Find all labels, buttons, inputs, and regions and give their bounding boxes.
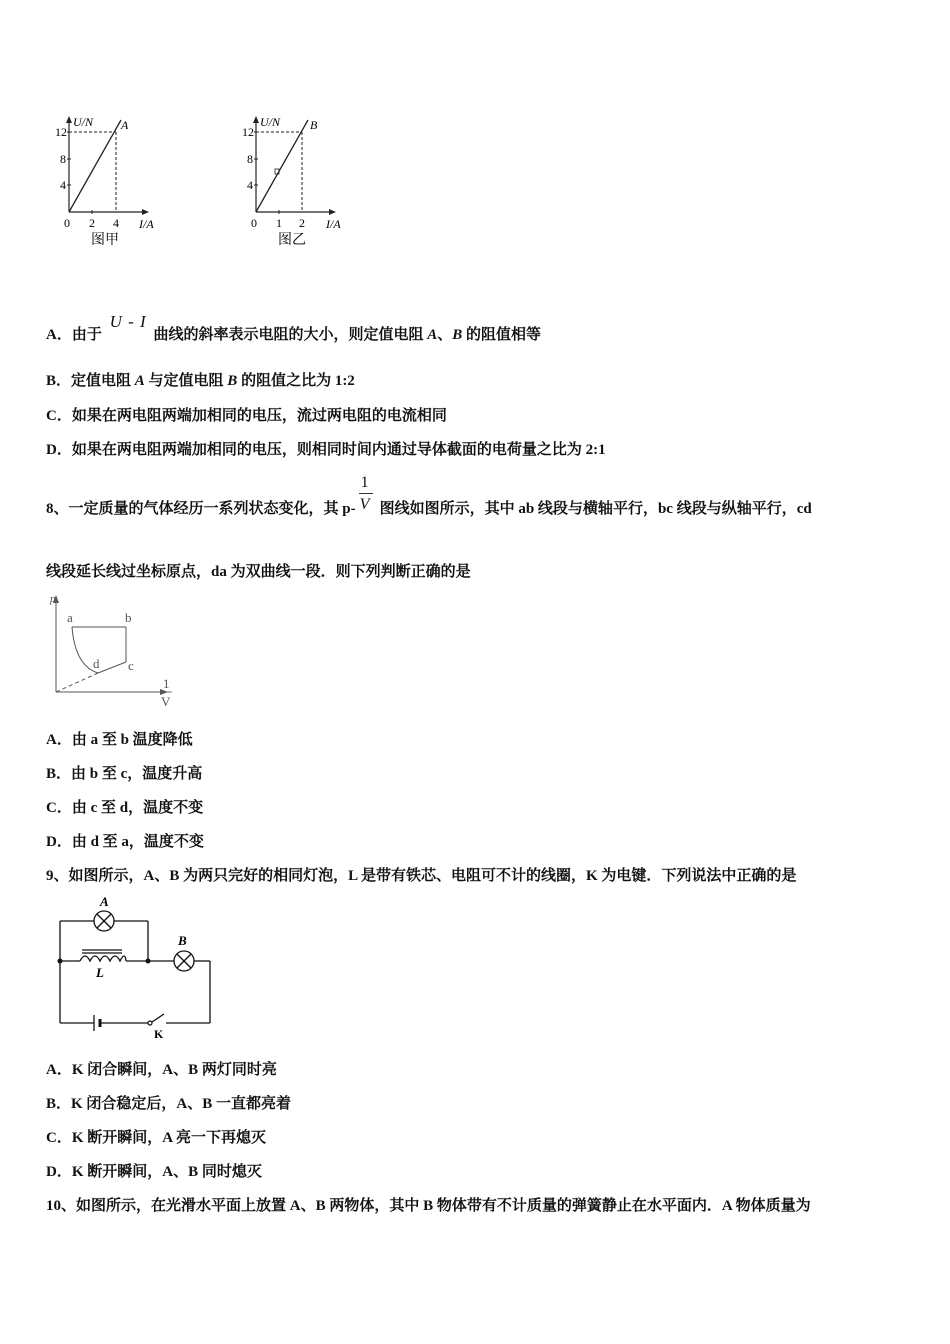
svg-text:A: A (100, 894, 109, 909)
q9-option-a: A．K 闭合瞬间，A、B 两灯同时亮 (46, 1062, 277, 1078)
y-axis-label: U/N (73, 115, 94, 129)
svg-text:L: L (96, 965, 104, 980)
y-tick-4: 4 (247, 178, 253, 192)
x-tick-2: 2 (299, 216, 305, 230)
svg-text:p: p (50, 593, 56, 605)
figure-yi (242, 112, 362, 247)
q9-option-b: B．K 闭合稳定后，A、B 一直都亮着 (46, 1096, 292, 1112)
q7-option-b: B．定值电阻 A 与定值电阻 B 的阻值之比为 1:2 (46, 373, 355, 389)
q8-option-c: C．由 c 至 d，温度不变 (46, 800, 204, 816)
q10-stem: 10、如图所示，在光滑水平面上放置 A、B 两物体，其中 B 物体带有不计质量的弹簧静止在水平面内．A 物体质量为 (46, 1198, 811, 1214)
q8-stem-line2: 线段延长线过坐标原点，da 为双曲线一段．则下列判断正确的是 (46, 564, 471, 580)
fraction-1-over-v: $\frac{1}{V}$ (358, 497, 374, 513)
q8-option-b: B．由 b 至 c，温度升高 (46, 766, 203, 782)
q9-option-c: C．K 断开瞬间，A 亮一下再熄灭 (46, 1130, 267, 1146)
line-label: A (121, 118, 129, 132)
formula-u-i: U - I (109, 312, 146, 331)
svg-text:b: b (125, 610, 132, 625)
y-tick-8: 8 (60, 152, 66, 166)
line-a (69, 120, 121, 212)
y-tick-4: 4 (60, 178, 66, 192)
y-tick-12: 12 (55, 125, 67, 139)
q8-stem-line1: 8、一定质量的气体经历一系列状态变化，其 p- $\frac{1}{V}$ 图线如图所示，其中 ab 线段与横轴平行，bc 线段与纵轴平行，cd (46, 474, 812, 517)
y-tick-12: 12 (242, 125, 254, 139)
q7-option-a: A．由于 U - I 曲线的斜率表示电阻的大小，则定值电阻 A、B 的阻值相等 (46, 312, 542, 343)
x-axis-label: I/A (326, 217, 341, 231)
q8-option-a: A．由 a 至 b 温度降低 (46, 732, 193, 748)
y-tick-8: 8 (247, 152, 253, 166)
lamp-a-icon (94, 911, 114, 931)
figure-p-1v (42, 590, 182, 710)
y-axis-arrow (253, 116, 259, 123)
x-tick-2: 2 (89, 216, 95, 230)
circuit-diagram (50, 893, 220, 1038)
x-axis-arrow (142, 209, 149, 215)
svg-text:B: B (178, 933, 187, 948)
svg-text:d: d (93, 656, 100, 671)
caption: 图乙 (278, 233, 306, 247)
battery-icon (94, 1015, 100, 1031)
q9-option-d: D．K 断开瞬间，A、B 同时熄灭 (46, 1164, 262, 1180)
caption: 图甲 (91, 233, 119, 247)
x-tick-1: 1 (276, 216, 282, 230)
svg-text:K: K (154, 1027, 164, 1038)
figure-jia (55, 112, 175, 247)
y-axis-arrow (66, 116, 72, 123)
svg-text:c: c (128, 658, 134, 673)
line-b (256, 120, 308, 212)
svg-text:1: 1 (163, 676, 170, 691)
q7-option-c: C．如果在两电阻两端加相同的电压，流过两电阻的电流相同 (46, 408, 447, 424)
x-tick-4: 4 (113, 216, 119, 230)
switch-k-icon (148, 1014, 164, 1025)
segment-cd (98, 662, 126, 673)
extension-dashed (56, 673, 98, 692)
coil-l-icon (80, 950, 126, 961)
svg-text:V: V (161, 694, 171, 709)
q8-option-d: D．由 d 至 a，温度不变 (46, 834, 204, 850)
q9-stem: 9、如图所示，A、B 为两只完好的相同灯泡，L 是带有铁芯、电阻可不计的线圈，K 为电键．下列说法中正确的是 (46, 868, 797, 884)
x-axis-arrow (329, 209, 336, 215)
lamp-b-icon (174, 951, 194, 971)
y-axis-label: U/N (260, 115, 281, 129)
line-label: B (310, 118, 318, 132)
q7-option-d: D．如果在两电阻两端加相同的电压，则相同时间内通过导体截面的电荷量之比为 2:1 (46, 442, 606, 458)
svg-text:a: a (67, 610, 73, 625)
x-tick-0: 0 (251, 216, 257, 230)
x-axis-label: I/A (139, 217, 154, 231)
x-tick-0: 0 (64, 216, 70, 230)
